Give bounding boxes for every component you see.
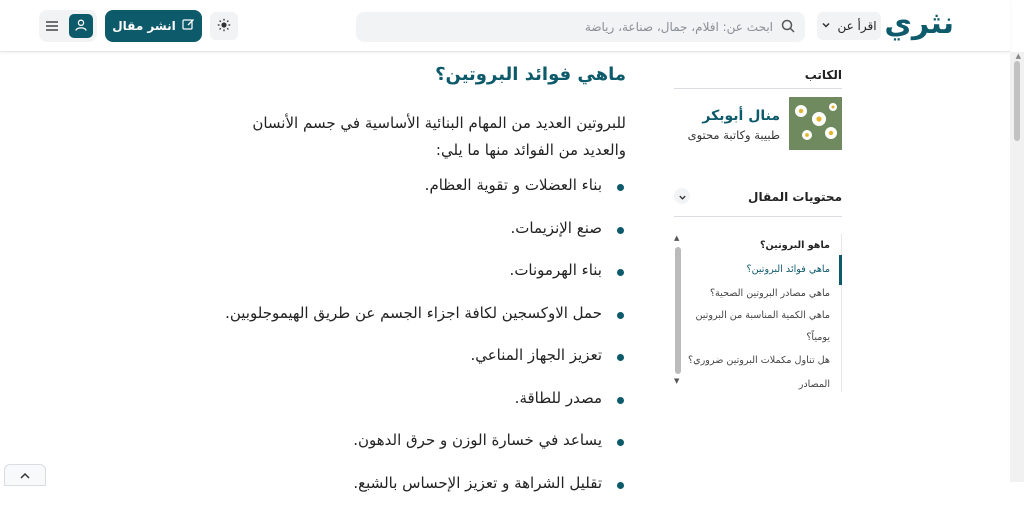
scroll-up-arrow[interactable]: ▲ [1016, 52, 1021, 60]
list-item: مصدر للطاقة. [196, 389, 626, 432]
list-item: حمل الاوكسجين لكافة اجزاء الجسم عن طريق الهيموجلوبين. [196, 304, 626, 347]
toc-item[interactable]: ماهي مصادر البروتين الصحية؟ [710, 288, 830, 299]
benefits-list [196, 176, 626, 516]
toc-toggle-button[interactable] [674, 188, 690, 204]
toc-list [674, 234, 842, 392]
toc-active-indicator [839, 255, 842, 285]
user-icon [74, 17, 88, 36]
edit-icon [182, 18, 195, 34]
article-section-heading: ماهي فوائد البروتين؟ [435, 64, 626, 85]
toc-item-active[interactable]: ماهي فوائد البروتين؟ [746, 264, 830, 275]
toc-item[interactable]: ماهو البروتين؟ [760, 240, 830, 251]
divider [674, 216, 842, 217]
user-menu-group [39, 10, 97, 42]
author-heading: الكاتب [805, 68, 842, 82]
toc-scroll-up-arrow[interactable]: ▲ [674, 234, 679, 242]
list-item: بناء الهرمونات. [196, 261, 626, 304]
publish-article-button[interactable] [105, 10, 202, 42]
scroll-thumb[interactable] [1014, 61, 1020, 141]
menu-icon[interactable] [45, 17, 59, 36]
toc-heading: محتويات المقال [748, 190, 842, 204]
list-item: تعزيز الجهاز المناعي. [196, 346, 626, 389]
list-item: صنع الإنزيمات. [196, 219, 626, 262]
toc-scrollbar[interactable] [675, 247, 681, 374]
search-icon [781, 18, 795, 37]
chevron-down-icon [821, 19, 831, 33]
chevron-up-icon [19, 466, 31, 485]
list-item: يساعد في خسارة الوزن و حرق الدهون. [196, 431, 626, 474]
list-item: تقليل الشراهة و تعزيز الإحساس بالشبع. [196, 474, 626, 516]
list-item: بناء العضلات و تقوية العظام. [196, 176, 626, 219]
toc-item[interactable]: يومياً؟ [806, 332, 830, 343]
top-header [0, 0, 1010, 52]
read-about-label: اقرأ عن [837, 19, 876, 33]
toc-item[interactable]: المصادر [799, 379, 830, 390]
theme-toggle-button[interactable] [210, 12, 238, 40]
chevron-down-icon [678, 187, 687, 206]
author-role: طبيبة وكاتبة محتوى [688, 128, 780, 142]
site-logo[interactable]: نثري [884, 6, 954, 41]
sun-icon [217, 17, 231, 36]
publish-label: انشر مقال [112, 19, 175, 33]
toc-item[interactable]: هل تناول مكملات البروتين ضروري؟ [688, 355, 830, 366]
search-bar[interactable] [356, 12, 805, 42]
author-name[interactable]: منال أبوبكر [702, 108, 780, 124]
article-intro: للبروتين العديد من المهام البنائية الأساسية في جسم الأنسان والعديد من الفوائد منها ما يلي: [206, 110, 626, 164]
search-input[interactable] [393, 20, 773, 34]
toc-scroll-down-arrow[interactable]: ▼ [674, 377, 679, 385]
toc-item[interactable]: ماهي الكمية المناسبة من البروتين [695, 310, 830, 321]
divider [674, 88, 842, 89]
author-avatar[interactable] [789, 97, 842, 150]
page-scrollbar[interactable] [1010, 52, 1024, 482]
user-profile-button[interactable] [69, 14, 93, 38]
read-about-dropdown[interactable] [817, 12, 881, 40]
back-to-top-button[interactable] [4, 464, 46, 486]
